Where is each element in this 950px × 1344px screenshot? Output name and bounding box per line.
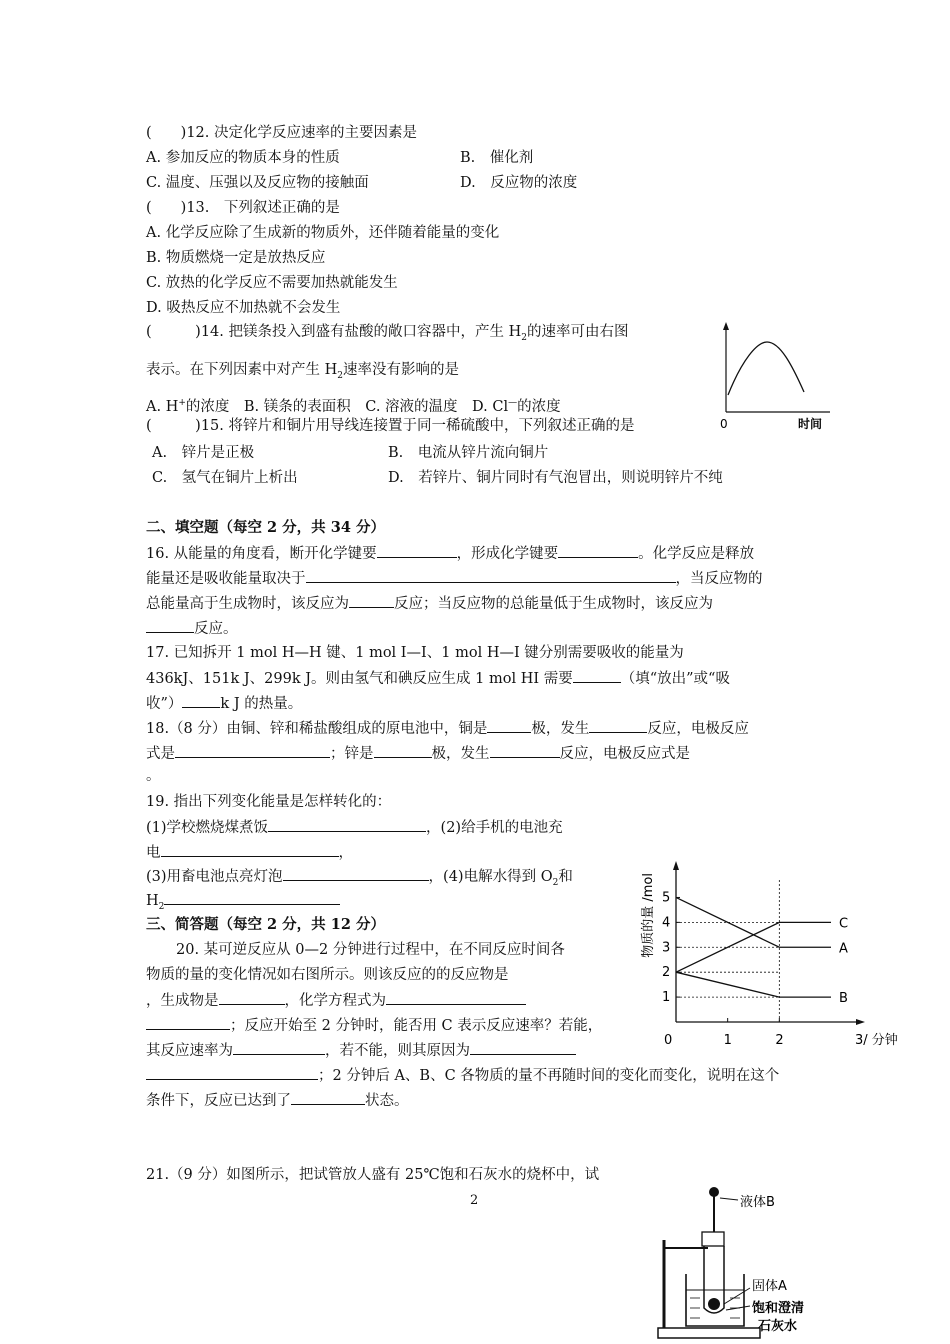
q18-line2: 式是 ；锌是 极，发生 反应，电极反应式是 [146, 743, 690, 764]
q20-line6: ；2 分钟后 A、B、C 各物质的量不再随时间的变化而变化，说明在这个 [146, 1065, 779, 1086]
q14-options: A. H+的浓度 B. 镁条的表面积 C. 溶液的温度 D. Cl—的浓度 [146, 398, 561, 415]
stopper [702, 1232, 724, 1246]
q17-line3: 收”） k J 的热量。 [146, 693, 302, 714]
label-liquid-b: 液体B [740, 1195, 775, 1210]
q18-line1: 18.（8 分）由铜、锌和稀盐酸组成的原电池中，铜是 极，发生 反应，电极反应 [146, 718, 749, 739]
blank[interactable] [374, 743, 432, 758]
blank[interactable] [490, 743, 560, 758]
q14-stem: ( )14. 把镁条投入到盛有盐酸的敞口容器中，产生 $H_2$的速率可由右图 [146, 324, 629, 343]
q19-line3: 电 ， [146, 842, 353, 863]
q16-line1: 16. 从能量的角度看，断开化学键要 ，形成化学键要 。化学反应是释放 [146, 543, 754, 564]
q15-stem: ( )15. 将锌片和铜片用导线连接置于同一稀硫酸中，下列叙述正确的是 [146, 418, 635, 434]
q16-line2: 能量还是吸收能量取决于 ，当反应物的 [146, 568, 763, 589]
q19-line2: (1)学校燃烧煤煮饭 ，(2)给手机的电池充 [146, 817, 563, 838]
q12-stem: ( )12. 决定化学反应速率的主要因素是 [146, 125, 417, 141]
chart-x-tick-label: 1 [723, 1033, 732, 1048]
series-label-c: C [839, 916, 849, 932]
q19-line4: (3)用畜电池点亮灯泡 ，(4)电解水得到 $O_2$和 [146, 866, 573, 893]
solid-a [708, 1298, 720, 1310]
dropper-bulb [709, 1187, 719, 1197]
q12-option-b: B. 催化剂 [460, 150, 534, 166]
q14-line2: 表示。在下列因素中对产生 $H_2$速率没有影响的是 [146, 362, 459, 381]
chart-x-arrow [856, 1019, 865, 1025]
q13-stem: ( )13. 下列叙述正确的是 [146, 200, 340, 216]
series-label-b: B [839, 991, 848, 1007]
stand-base [658, 1328, 760, 1338]
apparatus-diagram [650, 1180, 830, 1344]
chart-x-tick-label: 0 [664, 1033, 673, 1048]
q20-line4: ；反应开始至 2 分钟时，能否用 C 表示反应速率？若能， [146, 1015, 602, 1036]
blank[interactable] [487, 718, 531, 733]
q19-line5: $H_2$ [146, 890, 340, 917]
q16-line4: 反应。 [146, 618, 238, 639]
q18-line3: 。 [146, 768, 161, 784]
blank[interactable] [589, 718, 647, 733]
blank[interactable] [470, 1040, 576, 1055]
q20-line3: ，生成物是 ，化学方程式为 [146, 990, 526, 1011]
label-saturated: 饱和澄清 [752, 1301, 805, 1316]
chart-y-tick-label: 2 [662, 965, 671, 981]
chart-y-tick-label: 4 [662, 915, 671, 931]
graph-y-arrow [723, 322, 729, 330]
q13-option-c: C. 放热的化学反应不需要加热就能发生 [146, 275, 398, 291]
blank[interactable] [164, 890, 340, 905]
q16-line3: 总能量高于生成物时，该反应为 反应；当反应物的总能量低于生成物时，该反应为 [146, 593, 713, 614]
blank[interactable] [377, 543, 457, 558]
q15-option-a: A. 锌片是正极 [152, 445, 255, 461]
chart-y-arrow [673, 861, 679, 870]
q13-option-b: B. 物质燃烧一定是放热反应 [146, 250, 326, 266]
q15-option-c: C. 氢气在铜片上析出 [152, 470, 298, 486]
series-label-a: A [839, 941, 848, 957]
blank[interactable] [146, 1015, 230, 1030]
blank[interactable] [219, 990, 285, 1005]
q17-line1: 17. 已知拆开 1 mol H—H 键、1 mol I—I、1 mol H—I 键分别需要吸收的能量为 [146, 645, 684, 661]
q20-line1: 20. 某可逆反应从 0—2 分钟进行过程中，在不同反应时间各 [176, 942, 565, 958]
q19-line1: 19. 指出下列变化能量是怎样转化的： [146, 794, 392, 810]
blank[interactable] [306, 568, 676, 583]
q15-option-b: B. 电流从锌片流向铜片 [388, 445, 549, 461]
q20-line7: 条件下，反应已达到了 状态。 [146, 1090, 409, 1111]
section3-title: 三、简答题（每空 2 分，共 12 分） [146, 916, 385, 933]
graph-x-label: 时间 [798, 417, 823, 431]
q12-option-d: D. 反应物的浓度 [460, 175, 578, 191]
q21-line1: 21.（9 分）如图所示，把试管放人盛有 25℃饱和石灰水的烧杯中，试 [146, 1167, 600, 1183]
q13-option-d: D. 吸热反应不加热就不会发生 [146, 300, 341, 316]
rate-curve [728, 342, 804, 395]
label-solid-a: 固体A [752, 1279, 787, 1294]
series-line-b [676, 972, 831, 997]
blank[interactable] [291, 1090, 365, 1105]
blank[interactable] [175, 743, 330, 758]
chart-x-tick-label: 2 [775, 1033, 784, 1048]
graph-origin-label: 0 [720, 417, 728, 431]
blank[interactable] [558, 543, 638, 558]
blank[interactable] [283, 866, 429, 881]
section2-title: 二、填空题（每空 2 分，共 34 分） [146, 519, 385, 536]
q20-line5: 其反应速率为 ，若不能，则其原因为 [146, 1040, 576, 1061]
chart-y-tick-label: 3 [662, 940, 671, 956]
rate-curve-graph [712, 320, 842, 435]
blank[interactable] [386, 990, 526, 1005]
q17-line2: 436kJ、151k J、299k J。则由氢气和碘反应生成 1 mol HI 需要 （填“放出”或“吸 [146, 668, 730, 689]
label-limewater: 石灰水 [758, 1319, 798, 1334]
blank[interactable] [146, 618, 194, 633]
q13-option-a: A. 化学反应除了生成新的物质外，还伴随着能量的变化 [146, 225, 500, 241]
page-number: 2 [470, 1193, 479, 1208]
blank[interactable] [268, 817, 426, 832]
chart-y-tick-label: 1 [662, 990, 671, 1006]
chart-y-label: 物质的量 /mol [641, 873, 656, 958]
q20-line2: 物质的量的变化情况如右图所示。则该反应的的反应物是 [146, 967, 509, 983]
chart-x-label: 3/ 分钟 [855, 1033, 898, 1048]
q15-option-d: D. 若锌片、铜片同时有气泡冒出，则说明锌片不纯 [388, 470, 723, 486]
q12-option-a: A. 参加反应的物质本身的性质 [146, 150, 340, 166]
blank[interactable] [349, 593, 394, 608]
blank[interactable] [146, 1065, 318, 1080]
amount-vs-time-chart [630, 810, 898, 1050]
blank[interactable] [182, 693, 220, 708]
blank[interactable] [573, 668, 621, 683]
blank[interactable] [161, 842, 339, 857]
blank[interactable] [233, 1040, 325, 1055]
q12-option-c: C. 温度、压强以及反应物的接触面 [146, 175, 369, 191]
chart-y-tick-label: 5 [662, 890, 671, 906]
